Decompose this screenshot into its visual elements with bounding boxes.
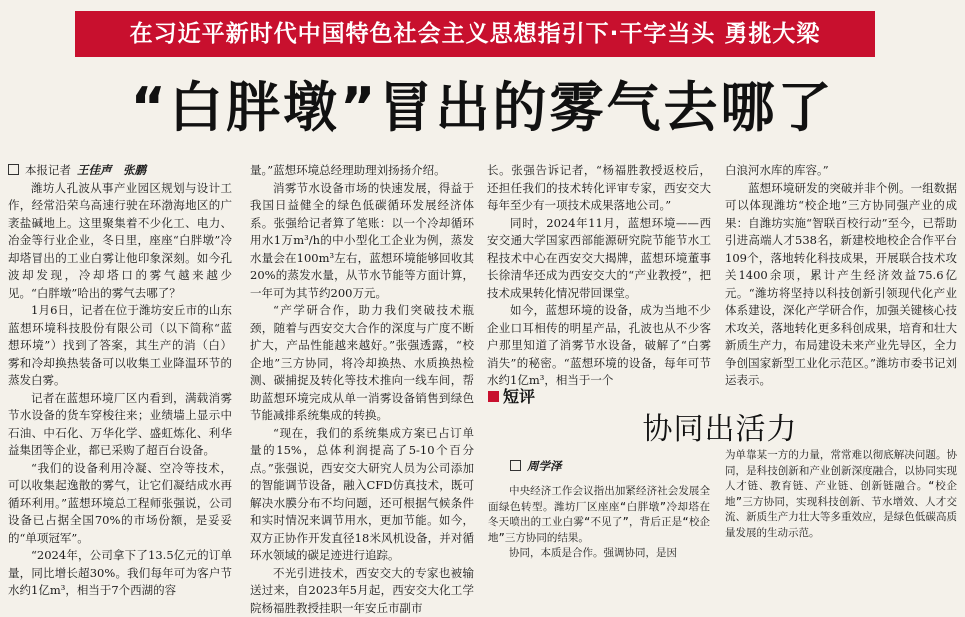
- paragraph: 潍坊人孔波从事产业园区规划与设计工作，经常沿荣乌高速行驶在环渤海地区的广袤盐碱地上。这里聚集着不少化工、电力、冶金等行业企业，冬日里，座座“白胖墩”冷却塔冒出的工业白雾让他印象深刻。如今孔波却发现，冷却塔口的雾气越来越少见。“白胖墩”哈出的雾气去哪了？: [8, 180, 232, 303]
- paragraph: 不光引进技术，西安交大的专家也被输送过来，自2023年5月起，西安交大化工学院杨福胜教授挂职一年安丘市副市: [250, 565, 474, 617]
- paragraph: 白浪河水库的库容。”: [725, 162, 957, 180]
- paragraph: “2024年，公司拿下了13.5亿元的订单量，同比增长超30%。我们每年可为客户节水约1亿m³，相当于7个西湖的容: [8, 547, 232, 600]
- paragraph: 记者在蓝想环境厂区内看到，满载消雾节水设备的货车穿梭往来；业绩墙上显示中石油、中石化、万华化学、盛虹炼化、利华益集团等企业，都已采购了超百台设备。: [8, 390, 232, 460]
- paragraph: 1月6日，记者在位于潍坊安丘市的山东蓝想环境科技股份有限公司（以下简称“蓝想环境”）找到了答案，其生产的消（白）雾和冷却换热装备可以收集工业降温环节的蒸发白雾。: [8, 302, 232, 390]
- paragraph: 为单靠某一方的力量，常常难以彻底解决问题。协同，是科技创新和产业创新深度融合，以协同实现人才链、教育链、产业链、创新链融合。“校企地”三方协同，实现科技创新、节水增效、人才交流、新质生产力壮大等多重效应，是绿色低碳高质量发展的生动示范。: [725, 448, 957, 541]
- byline-label: 本报记者: [25, 163, 71, 177]
- paragraph: 量。”蓝想环境总经理助理刘扬扬介绍。: [250, 162, 474, 180]
- editorial-byline: [510, 458, 562, 474]
- editorial-column-2: [725, 448, 957, 568]
- paragraph: “我们的设备利用冷凝、空冷等技术，可以收集起逸散的雾气，让它们凝结成水再循环利用。”蓝想环境总工程师张强说，公司设备已占据全国70%的市场份额，是妥妥的“单项冠军”。: [8, 460, 232, 548]
- paragraph: 中央经济工作会议指出加紧经济社会发展全面绿色转型。潍坊厂区座座“白胖墩”冷却塔在冬天喷出的工业白雾“不见了”，背后正是“校企地”三方协同的结果。: [488, 484, 710, 546]
- paragraph: “现在，我们的系统集成方案已占订单量的15%，总体利润提高了5-10个百分点。”张强说，西安交大研究人员为公司添加的智能调节设备，融入CFD仿真技术，既可解决水膜分布不均问题，还可根据气候条件和实时情况来调节用水，更加节能。如今，双方正协作开发直径18米风机设备，并对循环水领域的碳足迹进行追踪。: [250, 425, 474, 565]
- paragraph: 消雾节水设备市场的快速发展，得益于我国日益健全的绿色低碳循环发展经济体系。张强给记者算了笔账：以一个冷却循环用水1万m³/h的中小型化工企业为例，蒸发水量会在100m³左右，蓝想环境能够回收其20%的蒸发水量，从节水节能等方面计算，一年可为其节约200万元。: [250, 180, 474, 303]
- square-bullet-icon: [8, 164, 19, 175]
- article-column-1: [8, 162, 232, 589]
- paragraph: 长。张强告诉记者，“杨福胜教授返校后，还担任我们的技术转化评审专家，西安交大每年至少有一项技术成果落地公司。”: [487, 162, 711, 215]
- article-column-2: [250, 162, 474, 589]
- paragraph: “产学研合作，助力我们突破技术瓶颈，随着与西安交大合作的深度与广度不断扩大，产品性能越来越好。”张强透露，“校企地”三方协同，将冷却换热、水质换热检测、碳捕捉及转化等技术推向一线车间，帮助蓝想环境完成从单一消雾设备销售到绿色节能减排系统集成的转换。: [250, 302, 474, 425]
- paragraph: 同时，2024年11月，蓝想环境——西安交通大学国家西部能源研究院节能节水工程技术中心在西安交大揭牌，蓝想环境董事长徐清华还成为西安交大的“产业教授”，把技术成果转化情况带回课堂。: [487, 215, 711, 303]
- paragraph: 协同，本质是合作。强调协同，是因: [488, 546, 710, 562]
- section-banner: 在习近平新时代中国特色社会主义思想指引下·干字当头 勇挑大梁: [75, 11, 875, 57]
- article-column-4: [725, 162, 957, 370]
- editorial-tag: [488, 386, 535, 408]
- paragraph: 如今，蓝想环境的设备，成为当地不少企业口耳相传的明星产品，孔波也从不少客户那里知道了消雾节水设备，破解了“白雾消失”的秘密。“蓝想环境的设备，每年可节水约1亿m³，相当于一个: [487, 302, 711, 390]
- editorial-author: 周学泽: [527, 459, 562, 473]
- article-byline: [8, 162, 232, 180]
- editorial-column-1: [488, 484, 710, 589]
- editorial-title: 协同出活力: [560, 410, 880, 450]
- paragraph: 蓝想环境研发的突破并非个例。一组数据可以体现潍坊“校企地”三方协同强产业的成果：自潍坊实施“智联百校行动”至今，已帮助引进高端人才538名，新建校地校企合作平台109个，落地转化科技成果，开展联合技术攻关1400余项，累计产生经济效益75.6亿元。“潍坊将坚持以科技创新引领现代化产业体系建设，深化产学研合作，加强关键核心技术攻关，落地转化更多科创成果，培育和壮大新质生产力，布局建设未来产业先导区，全力争创国家新型工业化示范区。”潍坊市委书记刘运表示。: [725, 180, 957, 390]
- article-headline: “白胖墩”冒出的雾气去哪了: [0, 72, 965, 144]
- editorial-tag-label: 短评: [503, 387, 535, 406]
- article-column-3: [487, 162, 711, 372]
- byline-names: 王佳声 张鹏: [77, 163, 146, 177]
- square-bullet-icon: [510, 460, 521, 471]
- red-square-icon: [488, 391, 499, 402]
